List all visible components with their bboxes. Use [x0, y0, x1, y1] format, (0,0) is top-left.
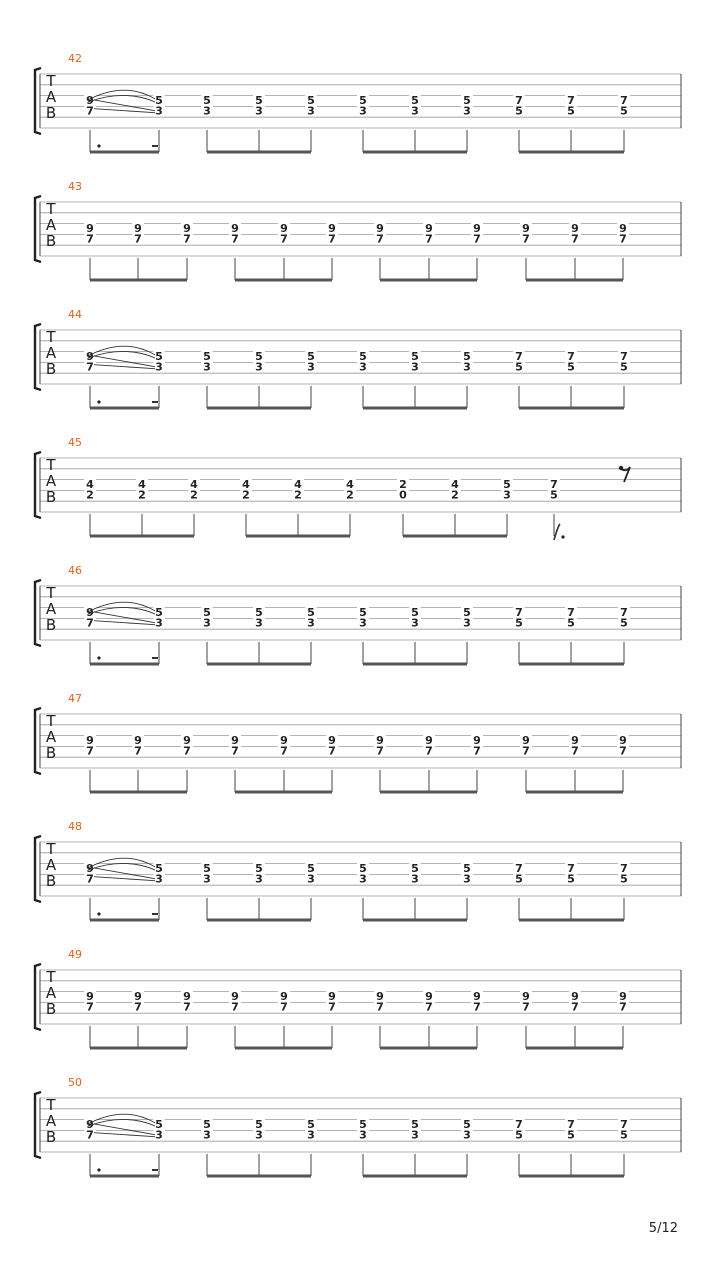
fret-number: 9: [328, 989, 336, 1003]
tab-clef-letter: B: [45, 488, 57, 506]
fret-number: 5: [567, 872, 575, 886]
fret-number: 5: [203, 605, 211, 619]
fret-number: 5: [463, 93, 471, 107]
fret-number: 9: [280, 733, 288, 747]
dot: [97, 912, 100, 915]
fret-number: 7: [620, 93, 628, 107]
fret-number: 5: [359, 349, 367, 363]
fret-number: 3: [411, 1128, 419, 1142]
fret-number: 5: [411, 1117, 419, 1131]
fret-number: 7: [473, 744, 481, 758]
dot: [97, 1168, 100, 1171]
fret-number: 7: [567, 349, 575, 363]
fret-number: 7: [515, 861, 523, 875]
fret-number: 5: [567, 1128, 575, 1142]
staff-system-44: [35, 308, 681, 408]
tab-clef-letter: B: [45, 360, 57, 378]
fret-number: 7: [280, 1000, 288, 1014]
fret-number: 3: [203, 360, 211, 374]
fret-number: 9: [571, 221, 579, 235]
dot: [97, 400, 100, 403]
fret-number: 5: [515, 360, 523, 374]
fret-number: 7: [86, 1000, 94, 1014]
fret-number: 7: [522, 232, 530, 246]
fret-number: 5: [255, 861, 263, 875]
fret-number: 7: [183, 1000, 191, 1014]
fret-number: 9: [231, 733, 239, 747]
fret-number: 5: [515, 104, 523, 118]
bar-number: 48: [68, 820, 82, 833]
fret-number: 3: [203, 1128, 211, 1142]
fret-number: 5: [255, 1117, 263, 1131]
fret-number: 3: [503, 488, 511, 502]
fret-number: 3: [155, 616, 163, 630]
dot: [97, 144, 100, 147]
fret-number: 7: [86, 744, 94, 758]
fret-number: 7: [183, 232, 191, 246]
fret-number: 9: [231, 221, 239, 235]
fret-number: 3: [255, 616, 263, 630]
tab-clef-letter: T: [46, 712, 56, 730]
fret-number: 2: [399, 477, 407, 491]
staff-system-49: [35, 948, 681, 1048]
tab-clef-letter: A: [45, 472, 57, 490]
fret-number: 5: [255, 605, 263, 619]
fret-number: 5: [255, 349, 263, 363]
fret-number: 5: [463, 861, 471, 875]
fret-number: 5: [463, 605, 471, 619]
fret-number: 3: [359, 360, 367, 374]
fret-number: 5: [550, 488, 558, 502]
bar-number: 43: [68, 180, 82, 193]
fret-number: 5: [359, 93, 367, 107]
fret-number: 9: [376, 989, 384, 1003]
fret-number: 3: [255, 104, 263, 118]
rest-dot: [619, 466, 623, 470]
fret-number: 9: [425, 989, 433, 1003]
fret-number: 9: [86, 605, 94, 619]
tab-clef-letter: A: [45, 88, 57, 106]
fret-number: 5: [203, 861, 211, 875]
fret-number: 7: [619, 1000, 627, 1014]
fret-number: 5: [155, 93, 163, 107]
fret-number: 3: [411, 360, 419, 374]
fret-number: 4: [242, 477, 250, 491]
fret-number: 9: [86, 733, 94, 747]
fret-number: 5: [307, 605, 315, 619]
fret-number: 3: [307, 104, 315, 118]
fret-number: 3: [463, 104, 471, 118]
fret-number: 3: [463, 872, 471, 886]
fret-number: 4: [190, 477, 198, 491]
fret-number: 7: [86, 104, 94, 118]
fret-number: 9: [619, 221, 627, 235]
fret-number: 7: [328, 232, 336, 246]
fret-number: 5: [255, 93, 263, 107]
fret-number: 5: [567, 360, 575, 374]
fret-number: 9: [86, 861, 94, 875]
fret-number: 2: [242, 488, 250, 502]
fret-number: 3: [411, 872, 419, 886]
bar-number: 42: [68, 52, 82, 65]
tab-clef-letter: T: [46, 840, 56, 858]
fret-number: 5: [155, 861, 163, 875]
fret-number: 3: [307, 872, 315, 886]
fret-number: 5: [515, 872, 523, 886]
fret-number: 9: [280, 989, 288, 1003]
tab-clef-letter: T: [46, 968, 56, 986]
fret-number: 7: [567, 93, 575, 107]
fret-number: 3: [411, 104, 419, 118]
fret-number: 3: [359, 104, 367, 118]
fret-number: 9: [134, 733, 142, 747]
fret-number: 2: [190, 488, 198, 502]
fret-number: 5: [463, 1117, 471, 1131]
fret-number: 7: [473, 1000, 481, 1014]
tab-clef-letter: T: [46, 328, 56, 346]
fret-number: 7: [515, 93, 523, 107]
fret-number: 9: [425, 733, 433, 747]
fret-number: 3: [359, 1128, 367, 1142]
fret-number: 5: [359, 1117, 367, 1131]
tab-clef-letter: A: [45, 728, 57, 746]
fret-number: 9: [86, 221, 94, 235]
fret-number: 7: [522, 744, 530, 758]
fret-number: 2: [451, 488, 459, 502]
fret-number: 7: [620, 349, 628, 363]
fret-number: 7: [425, 1000, 433, 1014]
fret-number: 5: [515, 616, 523, 630]
fret-number: 7: [134, 232, 142, 246]
fret-number: 9: [328, 733, 336, 747]
fret-number: 9: [571, 733, 579, 747]
dot: [97, 656, 100, 659]
fret-number: 5: [359, 861, 367, 875]
fret-number: 5: [411, 349, 419, 363]
fret-number: 7: [550, 477, 558, 491]
fret-number: 5: [620, 104, 628, 118]
fret-number: 5: [203, 1117, 211, 1131]
fret-number: 7: [134, 744, 142, 758]
fret-number: 3: [307, 1128, 315, 1142]
fret-number: 9: [619, 733, 627, 747]
fret-number: 9: [473, 989, 481, 1003]
tab-clef-letter: T: [46, 584, 56, 602]
bar-number: 49: [68, 948, 82, 961]
fret-number: 7: [86, 616, 94, 630]
fret-number: 7: [619, 232, 627, 246]
tab-clef-letter: A: [45, 984, 57, 1002]
fret-number: 7: [425, 744, 433, 758]
fret-number: 7: [620, 605, 628, 619]
fret-number: 9: [328, 221, 336, 235]
fret-number: 9: [280, 221, 288, 235]
fret-number: 3: [203, 872, 211, 886]
fret-number: 9: [376, 221, 384, 235]
fret-number: 3: [203, 104, 211, 118]
fret-number: 7: [376, 232, 384, 246]
fret-number: 7: [376, 744, 384, 758]
fret-number: 9: [376, 733, 384, 747]
fret-number: 9: [134, 221, 142, 235]
bar-number: 45: [68, 436, 82, 449]
fret-number: 7: [567, 861, 575, 875]
note-flag: [554, 524, 560, 540]
fret-number: 7: [231, 744, 239, 758]
fret-number: 5: [307, 93, 315, 107]
fret-number: 5: [620, 872, 628, 886]
tab-clef-letter: B: [45, 744, 57, 762]
fret-number: 7: [376, 1000, 384, 1014]
fret-number: 3: [307, 616, 315, 630]
fret-number: 7: [231, 1000, 239, 1014]
bar-number: 46: [68, 564, 82, 577]
tab-clef-letter: T: [46, 200, 56, 218]
fret-number: 7: [515, 605, 523, 619]
fret-number: 5: [155, 349, 163, 363]
fret-number: 3: [155, 360, 163, 374]
fret-number: 7: [280, 744, 288, 758]
fret-number: 3: [255, 1128, 263, 1142]
tab-clef-letter: A: [45, 600, 57, 618]
fret-number: 5: [411, 605, 419, 619]
fret-number: 3: [411, 616, 419, 630]
fret-number: 5: [620, 360, 628, 374]
fret-number: 4: [451, 477, 459, 491]
tab-clef-letter: A: [45, 1112, 57, 1130]
fret-number: 3: [359, 616, 367, 630]
dot: [561, 535, 564, 538]
staff-system-46: [35, 564, 681, 664]
fret-number: 5: [567, 104, 575, 118]
fret-number: 3: [463, 360, 471, 374]
staff-system-47: [35, 692, 681, 792]
tab-clef-letter: A: [45, 216, 57, 234]
fret-number: 7: [86, 1128, 94, 1142]
fret-number: 2: [86, 488, 94, 502]
fret-number: 4: [346, 477, 354, 491]
fret-number: 7: [620, 861, 628, 875]
fret-number: 7: [620, 1117, 628, 1131]
fret-number: 9: [473, 221, 481, 235]
fret-number: 9: [231, 989, 239, 1003]
tab-clef-letter: T: [46, 456, 56, 474]
fret-number: 5: [203, 349, 211, 363]
tab-clef-letter: B: [45, 616, 57, 634]
tab-clef-letter: B: [45, 232, 57, 250]
tab-clef-letter: B: [45, 104, 57, 122]
staff-system-48: [35, 820, 681, 920]
fret-number: 7: [134, 1000, 142, 1014]
fret-number: 7: [231, 232, 239, 246]
fret-number: 3: [255, 360, 263, 374]
fret-number: 9: [86, 93, 94, 107]
fret-number: 5: [155, 1117, 163, 1131]
fret-number: 7: [280, 232, 288, 246]
fret-number: 9: [86, 989, 94, 1003]
bar-number: 44: [68, 308, 82, 321]
fret-number: 7: [571, 744, 579, 758]
fret-number: 3: [463, 1128, 471, 1142]
staff-system-50: [35, 1076, 681, 1176]
fret-number: 7: [571, 1000, 579, 1014]
fret-number: 3: [155, 104, 163, 118]
fret-number: 5: [620, 1128, 628, 1142]
staff-system-43: [35, 180, 681, 280]
staff-system-45: [35, 436, 681, 540]
fret-number: 5: [515, 1128, 523, 1142]
fret-number: 9: [86, 349, 94, 363]
page-number: 5/12: [648, 1221, 678, 1236]
fret-number: 5: [411, 861, 419, 875]
fret-number: 9: [619, 989, 627, 1003]
fret-number: 7: [328, 1000, 336, 1014]
fret-number: 7: [515, 349, 523, 363]
fret-number: 9: [183, 221, 191, 235]
fret-number: 7: [328, 744, 336, 758]
fret-number: 9: [522, 221, 530, 235]
fret-number: 9: [86, 1117, 94, 1131]
tab-clef-letter: B: [45, 1000, 57, 1018]
fret-number: 3: [155, 872, 163, 886]
fret-number: 9: [571, 989, 579, 1003]
fret-number: 9: [425, 221, 433, 235]
fret-number: 9: [522, 989, 530, 1003]
tab-clef-letter: A: [45, 856, 57, 874]
fret-number: 2: [294, 488, 302, 502]
fret-number: 7: [473, 232, 481, 246]
tab-clef-letter: B: [45, 1128, 57, 1146]
fret-number: 9: [134, 989, 142, 1003]
fret-number: 7: [86, 360, 94, 374]
tab-clef-letter: A: [45, 344, 57, 362]
fret-number: 5: [203, 93, 211, 107]
fret-number: 2: [346, 488, 354, 502]
fret-number: 7: [86, 232, 94, 246]
fret-number: 3: [307, 360, 315, 374]
fret-number: 2: [138, 488, 146, 502]
tab-clef-letter: T: [46, 1096, 56, 1114]
fret-number: 5: [307, 349, 315, 363]
fret-number: 7: [183, 744, 191, 758]
fret-number: 7: [522, 1000, 530, 1014]
fret-number: 9: [473, 733, 481, 747]
fret-number: 5: [463, 349, 471, 363]
fret-number: 9: [183, 989, 191, 1003]
fret-number: 5: [411, 93, 419, 107]
fret-number: 4: [294, 477, 302, 491]
fret-number: 7: [567, 605, 575, 619]
fret-number: 3: [359, 872, 367, 886]
fret-number: 5: [155, 605, 163, 619]
fret-number: 3: [203, 616, 211, 630]
fret-number: 7: [425, 232, 433, 246]
fret-number: 5: [307, 1117, 315, 1131]
staff-system-42: [35, 52, 681, 152]
fret-number: 7: [571, 232, 579, 246]
fret-number: 7: [515, 1117, 523, 1131]
bar-number: 50: [68, 1076, 82, 1089]
tab-clef-letter: B: [45, 872, 57, 890]
fret-number: 3: [155, 1128, 163, 1142]
fret-number: 7: [86, 872, 94, 886]
fret-number: 7: [567, 1117, 575, 1131]
fret-number: 0: [399, 488, 407, 502]
fret-number: 5: [567, 616, 575, 630]
fret-number: 7: [619, 744, 627, 758]
fret-number: 4: [138, 477, 146, 491]
bar-number: 47: [68, 692, 82, 705]
fret-number: 3: [463, 616, 471, 630]
fret-number: 5: [359, 605, 367, 619]
tab-clef-letter: T: [46, 72, 56, 90]
fret-number: 9: [522, 733, 530, 747]
fret-number: 4: [86, 477, 94, 491]
fret-number: 9: [183, 733, 191, 747]
fret-number: 5: [503, 477, 511, 491]
fret-number: 5: [620, 616, 628, 630]
fret-number: 3: [255, 872, 263, 886]
fret-number: 5: [307, 861, 315, 875]
